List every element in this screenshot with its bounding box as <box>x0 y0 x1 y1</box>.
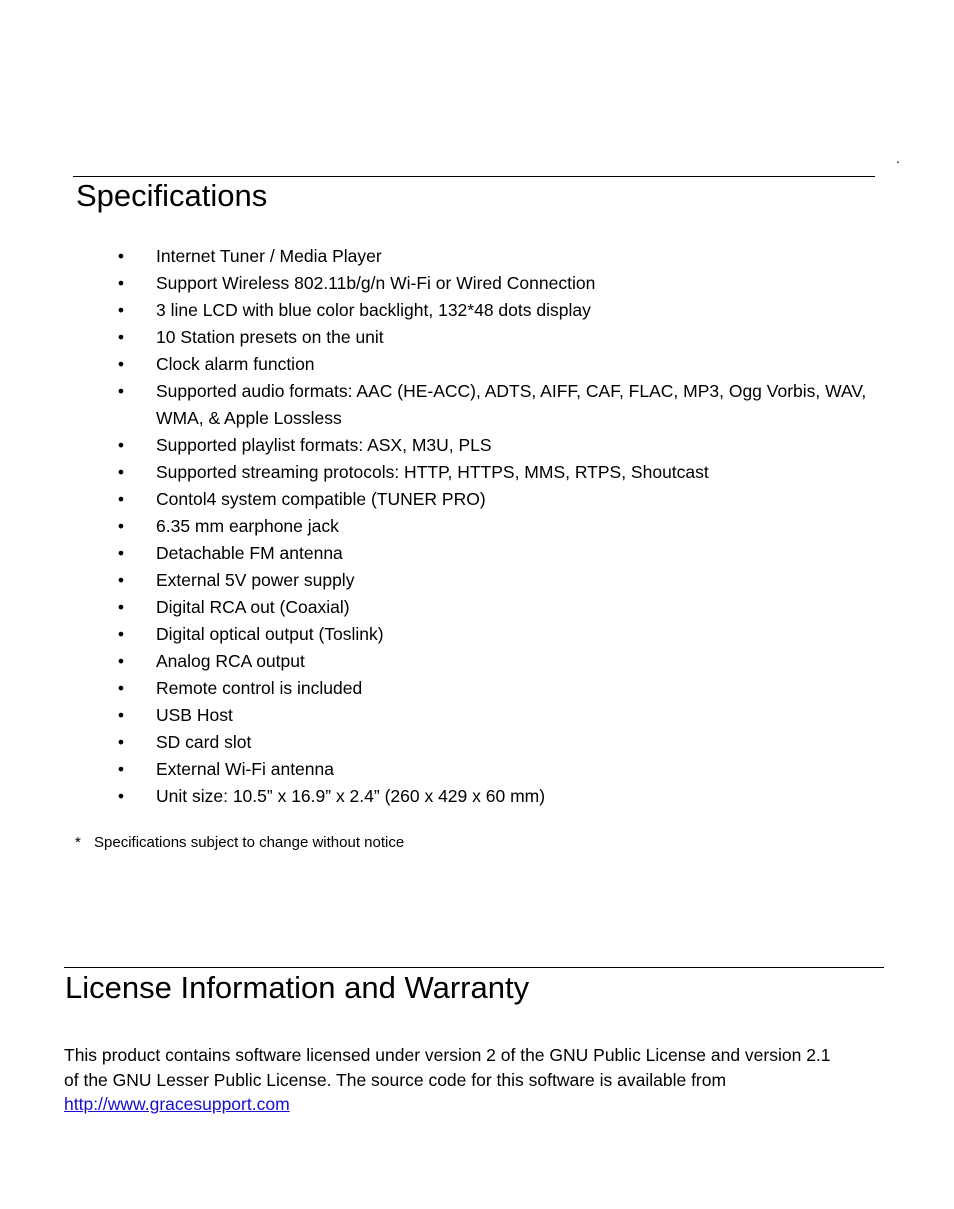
bullet-icon: • <box>117 759 125 779</box>
spec-list-item <box>0 675 954 702</box>
bullet-icon: • <box>117 327 125 347</box>
spec-list-item <box>0 756 954 783</box>
spec-list-item <box>0 621 954 648</box>
specifications-footnote <box>75 833 404 853</box>
spec-item-text: 6.35 mm earphone jack <box>156 516 339 536</box>
bullet-icon: • <box>117 570 125 590</box>
spec-item-text: Contol4 system compatible (TUNER PRO) <box>156 489 486 509</box>
spec-item-text: Remote control is included <box>156 678 363 698</box>
spec-list-item <box>0 324 954 351</box>
bullet-icon: • <box>117 786 125 806</box>
spec-item-text: USB Host <box>156 705 233 725</box>
bullet-icon: • <box>117 543 125 563</box>
bullet-icon: • <box>117 678 125 698</box>
footnote-text: Specifications subject to change without notice <box>94 834 405 851</box>
spec-item-text: Internet Tuner / Media Player <box>156 246 382 266</box>
spec-list-item <box>0 378 954 432</box>
spec-item-text: Clock alarm function <box>156 354 315 374</box>
spec-list-item <box>0 648 954 675</box>
specifications-heading: Specifications <box>76 178 268 213</box>
spec-item-text: Supported playlist formats: ASX, M3U, PLS <box>156 435 492 455</box>
license-paragraph <box>64 1043 834 1117</box>
bullet-icon: • <box>117 462 125 482</box>
bullet-icon: • <box>117 732 125 752</box>
bullet-icon: • <box>117 624 125 644</box>
bullet-icon: • <box>117 651 125 671</box>
spec-item-text: External Wi-Fi antenna <box>156 759 334 779</box>
spec-list-item <box>0 243 954 270</box>
spec-item-text: Detachable FM antenna <box>156 543 343 563</box>
spec-list-item <box>0 729 954 756</box>
spec-list-item <box>0 594 954 621</box>
spec-item-text: Supported streaming protocols: HTTP, HTTPS, MMS, RTPS, Shoutcast <box>156 462 709 482</box>
footnote-asterisk: * <box>75 834 81 851</box>
bullet-icon: • <box>117 597 125 617</box>
bullet-icon: • <box>117 273 125 293</box>
spec-list-item <box>0 270 954 297</box>
bullet-icon: • <box>117 516 125 536</box>
spec-item-text: External 5V power supply <box>156 570 355 590</box>
bullet-icon: • <box>117 489 125 509</box>
license-text: This product contains software licensed under version 2 of the GNU Public License and version 2.1 of the GNU Lesser Public License. The source code for this software is available from <box>64 1045 831 1090</box>
specifications-list <box>0 243 954 810</box>
spec-list-item <box>0 567 954 594</box>
license-rule <box>64 967 884 968</box>
bullet-icon: • <box>117 435 125 455</box>
bullet-icon: • <box>117 381 125 401</box>
spec-list-item <box>0 540 954 567</box>
spec-list-item <box>0 459 954 486</box>
spec-item-text: 3 line LCD with blue color backlight, 132*48 dots display <box>156 300 591 320</box>
spec-list-item <box>0 783 954 810</box>
source-code-link[interactable]: http://www.gracesupport.com <box>64 1094 290 1114</box>
bullet-icon: • <box>117 705 125 725</box>
bullet-icon: • <box>117 246 125 266</box>
spec-item-text: Support Wireless 802.11b/g/n Wi-Fi or Wired Connection <box>156 273 596 293</box>
bullet-icon: • <box>117 300 125 320</box>
spec-item-text: SD card slot <box>156 732 252 752</box>
spec-item-text: Unit size: 10.5” x 16.9” x 2.4” (260 x 429 x 60 mm) <box>156 786 546 806</box>
spec-item-text: Digital RCA out (Coaxial) <box>156 597 350 617</box>
spec-item-text: Digital optical output (Toslink) <box>156 624 384 644</box>
spec-item-text: Supported audio formats: AAC (HE-ACC), ADTS, AIFF, CAF, FLAC, MP3, Ogg Vorbis, WAV, WMA, & Apple Lossless <box>156 381 867 428</box>
stray-dot-mark: . <box>896 150 900 166</box>
spec-item-text: 10 Station presets on the unit <box>156 327 384 347</box>
spec-list-item <box>0 351 954 378</box>
spec-list-item <box>0 297 954 324</box>
spec-list-item <box>0 486 954 513</box>
bullet-icon: • <box>117 354 125 374</box>
spec-list-item <box>0 702 954 729</box>
spec-list-item <box>0 432 954 459</box>
spec-item-text: Analog RCA output <box>156 651 305 671</box>
license-heading: License Information and Warranty <box>65 970 530 1005</box>
spec-list-item <box>0 513 954 540</box>
